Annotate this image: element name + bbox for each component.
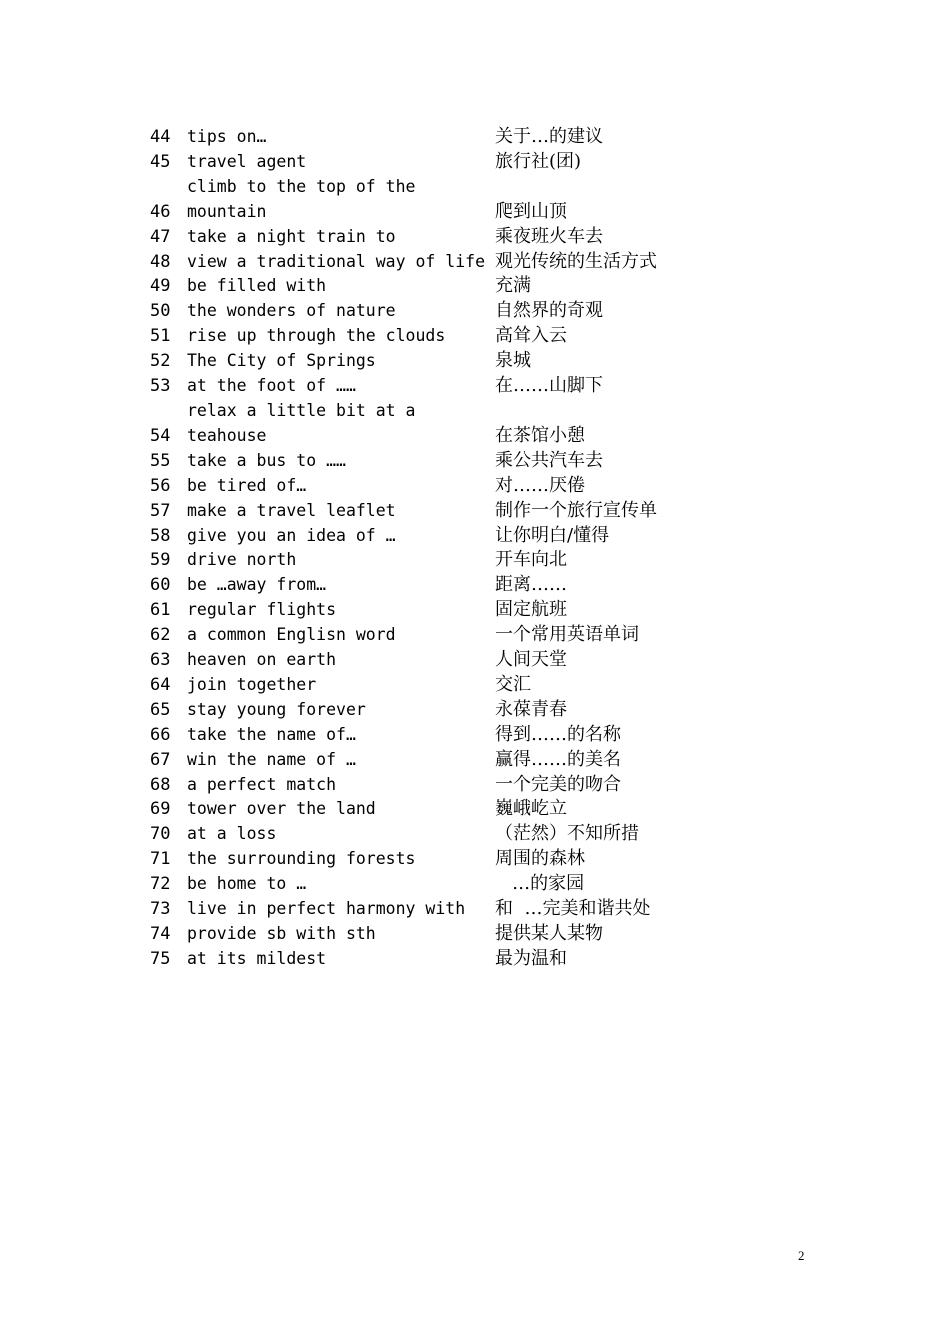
chinese-translation-cell bbox=[495, 748, 621, 773]
chinese-translation-cell bbox=[495, 797, 567, 822]
english-phrase-line: be filled with bbox=[187, 276, 327, 296]
english-phrase bbox=[187, 349, 495, 374]
vocab-row bbox=[150, 125, 710, 150]
chinese-translation: …的家园 bbox=[495, 873, 585, 895]
entry-number: 66 bbox=[150, 724, 171, 745]
vocab-row bbox=[150, 324, 710, 349]
chinese-translation: 高耸入云 bbox=[495, 325, 567, 347]
vocab-row bbox=[150, 299, 710, 324]
chinese-translation: 一个常用英语单词 bbox=[495, 624, 639, 646]
chinese-translation: 和 …完美和谐共处 bbox=[495, 898, 651, 920]
chinese-translation-cell bbox=[495, 922, 603, 947]
chinese-translation-cell bbox=[495, 773, 621, 798]
chinese-translation-cell bbox=[495, 125, 603, 150]
english-phrase-line: drive north bbox=[187, 550, 297, 570]
english-phrase bbox=[187, 872, 495, 897]
english-phrase-line: view a traditional way of life bbox=[187, 251, 486, 271]
chinese-translation: 距离…… bbox=[495, 574, 567, 596]
vocab-row bbox=[150, 822, 710, 847]
english-phrase bbox=[187, 822, 495, 847]
entry-number: 50 bbox=[150, 301, 171, 322]
english-phrase bbox=[187, 673, 495, 698]
chinese-translation-cell bbox=[495, 723, 621, 748]
vocab-row bbox=[150, 748, 710, 773]
entry-number: 65 bbox=[150, 699, 171, 720]
entry-number: 70 bbox=[150, 824, 171, 845]
chinese-translation-cell bbox=[495, 648, 567, 673]
entry-number: 46 bbox=[150, 201, 171, 222]
vocab-row bbox=[150, 399, 710, 449]
vocab-row bbox=[150, 573, 710, 598]
chinese-translation-cell bbox=[495, 698, 567, 723]
chinese-translation-cell bbox=[495, 274, 531, 299]
entry-number: 49 bbox=[150, 276, 171, 297]
chinese-translation: 乘公共汽车去 bbox=[495, 449, 603, 471]
english-phrase-line: stay young forever bbox=[187, 699, 366, 719]
english-phrase bbox=[187, 399, 495, 449]
chinese-translation: 乘夜班火车去 bbox=[495, 225, 603, 247]
entry-number: 71 bbox=[150, 849, 171, 870]
english-phrase bbox=[187, 150, 495, 175]
english-phrase bbox=[187, 623, 495, 648]
chinese-translation-cell bbox=[495, 573, 567, 598]
vocab-row bbox=[150, 598, 710, 623]
entry-number: 72 bbox=[150, 874, 171, 895]
chinese-translation-cell bbox=[495, 847, 585, 872]
chinese-translation: 充满 bbox=[495, 275, 531, 297]
entry-number: 63 bbox=[150, 650, 171, 671]
chinese-translation-cell bbox=[495, 897, 650, 922]
vocab-row bbox=[150, 499, 710, 524]
vocab-row bbox=[150, 897, 710, 922]
english-phrase-line: a perfect match bbox=[187, 774, 337, 794]
english-phrase-line: live in perfect harmony with bbox=[187, 899, 466, 919]
english-phrase-line: travel agent bbox=[187, 151, 307, 171]
vocab-row bbox=[150, 225, 710, 250]
chinese-translation-cell bbox=[495, 548, 567, 573]
english-phrase bbox=[187, 847, 495, 872]
english-phrase-line: take the name of… bbox=[187, 724, 356, 744]
entry-number: 69 bbox=[150, 799, 171, 820]
english-phrase-line: relax a little bit at a bbox=[187, 400, 416, 420]
vocab-row bbox=[150, 797, 710, 822]
chinese-translation-cell bbox=[495, 673, 531, 698]
vocab-row bbox=[150, 274, 710, 299]
vocab-row bbox=[150, 250, 710, 275]
chinese-translation-cell bbox=[495, 499, 657, 524]
entry-number: 61 bbox=[150, 600, 171, 621]
english-phrase-line: join together bbox=[187, 674, 317, 694]
english-phrase bbox=[187, 947, 495, 972]
entry-number: 55 bbox=[150, 450, 171, 471]
chinese-translation-cell bbox=[495, 374, 603, 399]
english-phrase-line: a common Englisn word bbox=[187, 625, 396, 645]
vocabulary-list bbox=[150, 125, 710, 972]
chinese-translation: 在……山脚下 bbox=[495, 375, 603, 397]
chinese-translation-cell bbox=[495, 250, 657, 275]
english-phrase bbox=[187, 274, 495, 299]
chinese-translation-cell bbox=[495, 524, 609, 549]
chinese-translation-cell bbox=[495, 399, 585, 449]
english-phrase bbox=[187, 748, 495, 773]
entry-number: 67 bbox=[150, 749, 171, 770]
chinese-translation: 一个完美的吻合 bbox=[495, 773, 621, 795]
chinese-translation-cell bbox=[495, 449, 603, 474]
vocab-row bbox=[150, 773, 710, 798]
vocab-row bbox=[150, 947, 710, 972]
entry-number: 68 bbox=[150, 774, 171, 795]
entry-number: 74 bbox=[150, 924, 171, 944]
chinese-translation: 让你明白/懂得 bbox=[495, 524, 610, 546]
english-phrase-line: mountain bbox=[187, 201, 267, 221]
english-phrase-line: tower over the land bbox=[187, 799, 376, 819]
entry-number: 73 bbox=[150, 899, 171, 920]
entry-number: 62 bbox=[150, 625, 171, 646]
chinese-translation-cell bbox=[495, 175, 567, 225]
english-phrase bbox=[187, 598, 495, 623]
english-phrase bbox=[187, 922, 495, 947]
chinese-translation-cell bbox=[495, 225, 603, 250]
vocab-row bbox=[150, 449, 710, 474]
page-number: 2 bbox=[798, 1248, 805, 1263]
english-phrase bbox=[187, 698, 495, 723]
english-phrase bbox=[187, 773, 495, 798]
english-phrase-line: take a night train to bbox=[187, 226, 396, 246]
english-phrase-line: give you an idea of … bbox=[187, 525, 396, 545]
entry-number: 64 bbox=[150, 674, 171, 695]
chinese-translation-cell bbox=[495, 947, 567, 972]
chinese-translation-cell bbox=[495, 623, 639, 648]
chinese-translation-cell bbox=[495, 299, 603, 324]
vocab-row bbox=[150, 474, 710, 499]
english-phrase bbox=[187, 250, 495, 275]
vocab-row bbox=[150, 872, 710, 897]
vocab-row bbox=[150, 922, 710, 947]
chinese-translation: 提供某人某物 bbox=[495, 923, 603, 944]
english-phrase bbox=[187, 474, 495, 499]
chinese-translation-cell bbox=[495, 822, 639, 847]
chinese-translation: 旅行社(团) bbox=[495, 150, 582, 172]
english-phrase bbox=[187, 524, 495, 549]
english-phrase bbox=[187, 648, 495, 673]
chinese-translation: 关于…的建议 bbox=[495, 126, 603, 147]
entry-number: 52 bbox=[150, 351, 171, 372]
chinese-translation: 爬到山顶 bbox=[495, 200, 567, 222]
english-phrase-line: the surrounding forests bbox=[187, 849, 416, 869]
chinese-translation: 得到……的名称 bbox=[495, 723, 621, 745]
vocab-row bbox=[150, 723, 710, 748]
chinese-translation: 泉城 bbox=[495, 350, 531, 372]
english-phrase bbox=[187, 299, 495, 324]
english-phrase-line: heaven on earth bbox=[187, 650, 337, 670]
vocab-row bbox=[150, 150, 710, 175]
entry-number: 48 bbox=[150, 251, 171, 272]
chinese-translation-cell bbox=[495, 349, 531, 374]
chinese-translation: 自然界的奇观 bbox=[495, 300, 603, 322]
chinese-translation: 赢得……的美名 bbox=[495, 748, 621, 770]
chinese-translation: 巍峨屹立 bbox=[495, 798, 567, 820]
entry-number: 75 bbox=[150, 948, 171, 969]
chinese-translation-cell bbox=[495, 324, 567, 349]
chinese-translation-cell bbox=[495, 474, 585, 499]
english-phrase-line: rise up through the clouds bbox=[187, 326, 446, 346]
chinese-translation: （茫然）不知所措 bbox=[495, 823, 639, 845]
chinese-translation-cell bbox=[495, 150, 581, 175]
english-phrase-line: be …away from… bbox=[187, 575, 327, 595]
entry-number: 57 bbox=[150, 500, 171, 521]
english-phrase-line: take a bus to …… bbox=[187, 450, 346, 470]
chinese-translation: 对……厌倦 bbox=[495, 474, 585, 496]
english-phrase bbox=[187, 897, 495, 922]
english-phrase bbox=[187, 723, 495, 748]
english-phrase bbox=[187, 225, 495, 250]
entry-number: 60 bbox=[150, 575, 171, 596]
english-phrase-line: The City of Springs bbox=[187, 351, 376, 371]
english-phrase bbox=[187, 175, 495, 225]
english-phrase-line: teahouse bbox=[187, 425, 267, 445]
vocab-row bbox=[150, 548, 710, 573]
english-phrase bbox=[187, 374, 495, 399]
english-phrase-line: regular flights bbox=[187, 600, 337, 620]
chinese-translation: 开车向北 bbox=[495, 549, 567, 571]
english-phrase-line: at a loss bbox=[187, 824, 277, 844]
chinese-translation: 周围的森林 bbox=[495, 848, 585, 870]
entry-number: 47 bbox=[150, 226, 171, 247]
english-phrase-line: at its mildest bbox=[187, 948, 327, 968]
english-phrase-line: at the foot of …… bbox=[187, 376, 356, 396]
entry-number: 58 bbox=[150, 525, 171, 546]
entry-number: 44 bbox=[150, 127, 171, 147]
english-phrase-line: provide sb with sth bbox=[187, 924, 376, 943]
vocab-row bbox=[150, 175, 710, 225]
english-phrase bbox=[187, 125, 495, 150]
vocab-row bbox=[150, 524, 710, 549]
vocab-row bbox=[150, 374, 710, 399]
english-phrase-line: be home to … bbox=[187, 874, 307, 894]
english-phrase-line: be tired of… bbox=[187, 475, 307, 495]
vocab-row bbox=[150, 623, 710, 648]
vocab-row bbox=[150, 673, 710, 698]
english-phrase bbox=[187, 324, 495, 349]
entry-number: 51 bbox=[150, 326, 171, 347]
english-phrase-line: make a travel leaflet bbox=[187, 500, 396, 520]
english-phrase-line: win the name of … bbox=[187, 749, 356, 769]
english-phrase bbox=[187, 499, 495, 524]
chinese-translation: 观光传统的生活方式 bbox=[495, 250, 657, 272]
english-phrase bbox=[187, 797, 495, 822]
vocab-row bbox=[150, 847, 710, 872]
vocab-row bbox=[150, 698, 710, 723]
chinese-translation: 固定航班 bbox=[495, 599, 567, 621]
entry-number: 59 bbox=[150, 550, 171, 571]
chinese-translation: 交汇 bbox=[495, 673, 531, 695]
english-phrase bbox=[187, 548, 495, 573]
entry-number: 56 bbox=[150, 475, 171, 496]
entry-number: 45 bbox=[150, 151, 171, 172]
chinese-translation: 永葆青春 bbox=[495, 698, 567, 720]
chinese-translation-cell bbox=[495, 598, 567, 623]
english-phrase-line: the wonders of nature bbox=[187, 301, 396, 321]
chinese-translation: 最为温和 bbox=[495, 947, 567, 969]
english-phrase-line: climb to the top of the bbox=[187, 176, 416, 196]
english-phrase-line: tips on… bbox=[187, 127, 267, 146]
vocab-row bbox=[150, 349, 710, 374]
entry-number: 54 bbox=[150, 425, 171, 446]
vocab-row bbox=[150, 648, 710, 673]
chinese-translation: 制作一个旅行宣传单 bbox=[495, 499, 657, 521]
chinese-translation-cell bbox=[495, 872, 584, 897]
english-phrase bbox=[187, 573, 495, 598]
chinese-translation: 人间天堂 bbox=[495, 649, 567, 671]
chinese-translation: 在茶馆小憩 bbox=[495, 424, 585, 446]
entry-number: 53 bbox=[150, 376, 171, 397]
english-phrase bbox=[187, 449, 495, 474]
